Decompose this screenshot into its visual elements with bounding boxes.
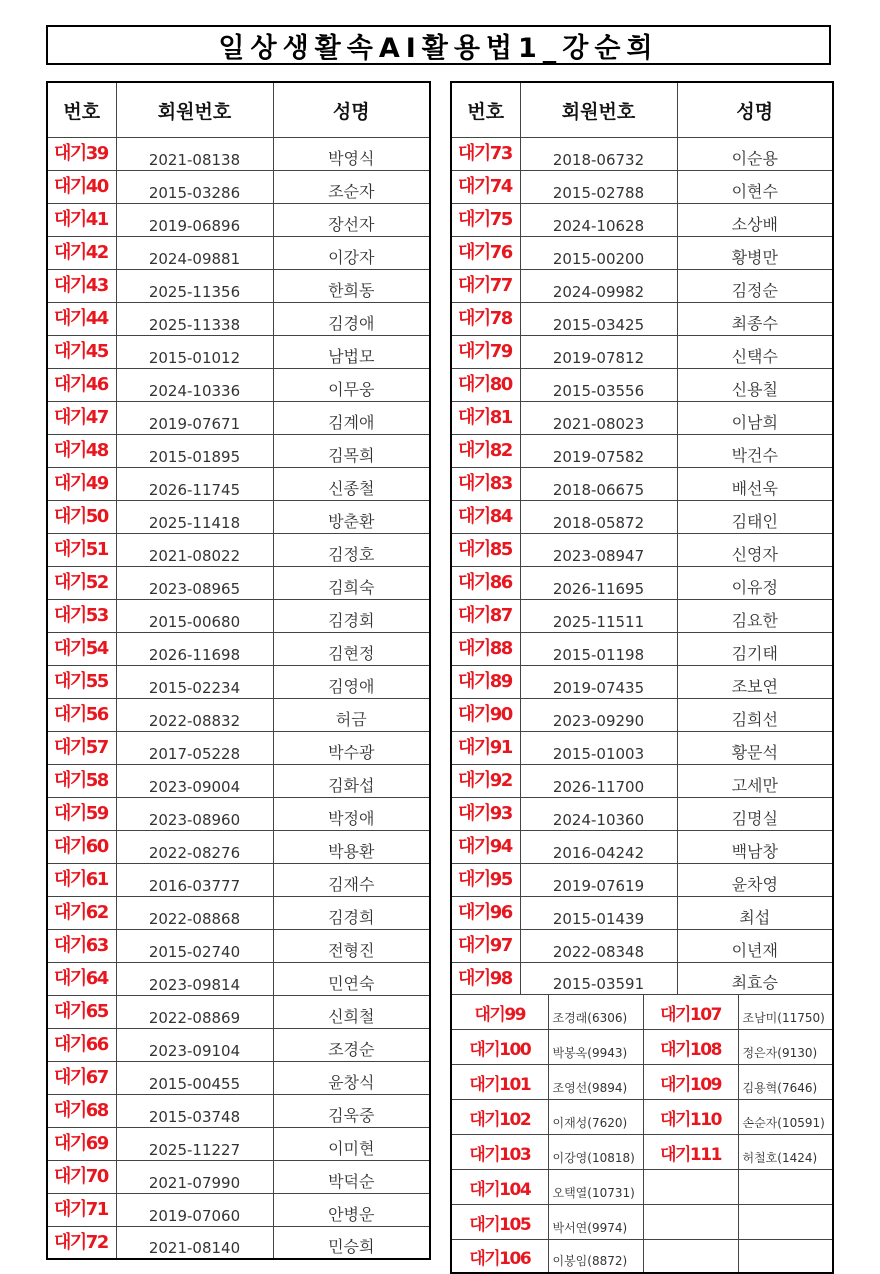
table-row: [451, 732, 833, 765]
waitlist-number: 대기108: [643, 1030, 738, 1065]
table-row: [47, 798, 430, 831]
member-name-id: 김용혁(7646): [738, 1065, 833, 1100]
table-row: [451, 501, 833, 534]
header-member-id: 회원번호: [520, 82, 677, 138]
compact-waitlist-table: [452, 995, 833, 1272]
waitlist-number: 대기91: [451, 732, 520, 765]
waitlist-number: 대기111: [643, 1135, 738, 1170]
table-row: [451, 303, 833, 336]
table-row: [451, 666, 833, 699]
waitlist-number: 대기73: [451, 138, 520, 171]
member-id: 2024-10628: [520, 204, 677, 237]
waitlist-number: 대기70: [47, 1161, 116, 1194]
table-row: [47, 633, 430, 666]
member-name: 최섭: [677, 897, 833, 930]
member-id: 2024-09881: [116, 237, 273, 270]
table-row: [47, 237, 430, 270]
waitlist-number: [643, 1240, 738, 1273]
member-name: 김정순: [677, 270, 833, 303]
member-id: 2015-01895: [116, 435, 273, 468]
waitlist-number: 대기76: [451, 237, 520, 270]
member-name: 김욱중: [273, 1095, 430, 1128]
waitlist-number: 대기68: [47, 1095, 116, 1128]
member-name: 박용환: [273, 831, 430, 864]
member-id: 2019-07582: [520, 435, 677, 468]
member-id: 2015-00200: [520, 237, 677, 270]
waitlist-number: 대기74: [451, 171, 520, 204]
member-name-id: 박봉옥(9943): [548, 1030, 643, 1065]
compact-row: [452, 1030, 833, 1065]
member-name: 한희동: [273, 270, 430, 303]
member-name: 이강자: [273, 237, 430, 270]
member-name-id: 허철호(1424): [738, 1135, 833, 1170]
table-row: [451, 567, 833, 600]
member-id: 2018-06732: [520, 138, 677, 171]
waitlist-number: 대기60: [47, 831, 116, 864]
waitlist-number: 대기84: [451, 501, 520, 534]
waitlist-number: 대기56: [47, 699, 116, 732]
waitlist-number: 대기83: [451, 468, 520, 501]
table-row: [47, 204, 430, 237]
table-row: [47, 270, 430, 303]
waitlist-number: 대기89: [451, 666, 520, 699]
member-name: 조경순: [273, 1029, 430, 1062]
member-name-id: [738, 1240, 833, 1273]
table-row: [47, 435, 430, 468]
member-name: 남법모: [273, 336, 430, 369]
member-name: 조순자: [273, 171, 430, 204]
member-name-id: 오택열(10731): [548, 1170, 643, 1205]
table-row: [47, 1062, 430, 1095]
member-name: 고세만: [677, 765, 833, 798]
member-name: 김재수: [273, 864, 430, 897]
waitlist-number: 대기50: [47, 501, 116, 534]
member-id: 2025-11338: [116, 303, 273, 336]
table-row: [451, 831, 833, 864]
waitlist-number: 대기69: [47, 1128, 116, 1161]
member-id: 2019-07812: [520, 336, 677, 369]
member-id: 2021-08022: [116, 534, 273, 567]
member-id: 2022-08276: [116, 831, 273, 864]
waitlist-number: 대기92: [451, 765, 520, 798]
member-name: 박덕순: [273, 1161, 430, 1194]
member-id: 2015-03425: [520, 303, 677, 336]
waitlist-number: 대기81: [451, 402, 520, 435]
waitlist-number: 대기86: [451, 567, 520, 600]
waitlist-number: 대기87: [451, 600, 520, 633]
member-id: 2022-08832: [116, 699, 273, 732]
member-name: 신종철: [273, 468, 430, 501]
table-row: [47, 138, 430, 171]
member-name: 김화섭: [273, 765, 430, 798]
member-name: 허금: [273, 699, 430, 732]
member-id: 2015-03286: [116, 171, 273, 204]
member-id: 2026-11745: [116, 468, 273, 501]
waitlist-number: 대기99: [452, 995, 548, 1030]
waitlist-number: 대기54: [47, 633, 116, 666]
waitlist-number: [643, 1170, 738, 1205]
compact-row: [452, 1135, 833, 1170]
member-name: 소상배: [677, 204, 833, 237]
member-id: 2015-01439: [520, 897, 677, 930]
compact-row: [452, 995, 833, 1030]
table-row: [47, 303, 430, 336]
member-id: 2026-11698: [116, 633, 273, 666]
member-name: 신희철: [273, 996, 430, 1029]
waitlist-number: 대기102: [452, 1100, 548, 1135]
member-name: 이현수: [677, 171, 833, 204]
waitlist-number: 대기52: [47, 567, 116, 600]
member-name-id: 정은자(9130): [738, 1030, 833, 1065]
member-name: 신용칠: [677, 369, 833, 402]
member-id: 2015-01012: [116, 336, 273, 369]
waitlist-number: 대기65: [47, 996, 116, 1029]
member-name: 장선자: [273, 204, 430, 237]
table-row: [47, 732, 430, 765]
member-name: 신택수: [677, 336, 833, 369]
member-name: 김태인: [677, 501, 833, 534]
header-name: 성명: [677, 82, 833, 138]
member-name: 김희숙: [273, 567, 430, 600]
member-id: 2023-09814: [116, 963, 273, 996]
compact-row: [452, 1205, 833, 1240]
waitlist-number: 대기101: [452, 1065, 548, 1100]
compact-row: [452, 1170, 833, 1205]
waitlist-number: 대기97: [451, 930, 520, 963]
compact-row: [452, 1100, 833, 1135]
waitlist-number: 대기94: [451, 831, 520, 864]
member-name: 민연숙: [273, 963, 430, 996]
table-row: [47, 666, 430, 699]
table-row: [47, 468, 430, 501]
table-row: [451, 270, 833, 303]
member-id: 2021-07990: [116, 1161, 273, 1194]
member-name: 배선욱: [677, 468, 833, 501]
member-id: 2015-02234: [116, 666, 273, 699]
table-row: [47, 699, 430, 732]
table-row: [47, 1194, 430, 1227]
member-id: 2026-11695: [520, 567, 677, 600]
table-row: [451, 468, 833, 501]
member-id: 2025-11227: [116, 1128, 273, 1161]
table-row: [451, 138, 833, 171]
table-row: [47, 831, 430, 864]
table-row: [47, 765, 430, 798]
waitlist-number: [643, 1205, 738, 1240]
member-name: 이유정: [677, 567, 833, 600]
table-row: [451, 633, 833, 666]
compact-waitlist-block: [451, 995, 833, 1274]
table-row: [451, 864, 833, 897]
member-name-id: 조영선(9894): [548, 1065, 643, 1100]
member-id: 2016-03777: [116, 864, 273, 897]
member-id: 2019-07060: [116, 1194, 273, 1227]
member-name: 이순용: [677, 138, 833, 171]
member-id: 2015-01198: [520, 633, 677, 666]
waitlist-number: 대기85: [451, 534, 520, 567]
waitlist-number: 대기96: [451, 897, 520, 930]
table-row: [47, 1128, 430, 1161]
waitlist-number: 대기44: [47, 303, 116, 336]
table-row: [451, 402, 833, 435]
member-name-id: 이재성(7620): [548, 1100, 643, 1135]
table-row: [451, 798, 833, 831]
member-name: 이년재: [677, 930, 833, 963]
table-row: [47, 402, 430, 435]
waitlist-number: 대기78: [451, 303, 520, 336]
member-id: 2019-07671: [116, 402, 273, 435]
member-name: 김경애: [273, 303, 430, 336]
member-id: 2024-09982: [520, 270, 677, 303]
waitlist-number: 대기49: [47, 468, 116, 501]
member-name: 최효승: [677, 963, 833, 995]
member-id: 2015-02740: [116, 930, 273, 963]
waitlist-number: 대기67: [47, 1062, 116, 1095]
member-name: 김요한: [677, 600, 833, 633]
member-name: 신영자: [677, 534, 833, 567]
waitlist-number: 대기110: [643, 1100, 738, 1135]
member-name: 김현정: [273, 633, 430, 666]
member-id: 2025-11511: [520, 600, 677, 633]
member-name: 김계애: [273, 402, 430, 435]
member-id: 2026-11700: [520, 765, 677, 798]
member-name: 윤차영: [677, 864, 833, 897]
page-title: 일상생활속AI활용법1_강순희: [46, 25, 831, 65]
header-no: 번호: [451, 82, 520, 138]
member-id: 2021-08138: [116, 138, 273, 171]
member-id: 2023-09290: [520, 699, 677, 732]
table-row: [451, 369, 833, 402]
waitlist-number: 대기75: [451, 204, 520, 237]
waitlist-number: 대기43: [47, 270, 116, 303]
member-id: 2022-08868: [116, 897, 273, 930]
member-id: 2016-04242: [520, 831, 677, 864]
waitlist-number: 대기90: [451, 699, 520, 732]
waitlist-number: 대기107: [643, 995, 738, 1030]
waitlist-number: 대기41: [47, 204, 116, 237]
waitlist-number: 대기103: [452, 1135, 548, 1170]
member-id: 2015-03748: [116, 1095, 273, 1128]
member-id: 2023-08947: [520, 534, 677, 567]
member-id: 2023-09004: [116, 765, 273, 798]
member-name: 조보연: [677, 666, 833, 699]
waitlist-number: 대기45: [47, 336, 116, 369]
table-row: [47, 534, 430, 567]
waitlist-number: 대기58: [47, 765, 116, 798]
waitlist-number: 대기105: [452, 1205, 548, 1240]
member-name-id: 조남미(11750): [738, 995, 833, 1030]
member-name: 박수광: [273, 732, 430, 765]
table-row: [47, 897, 430, 930]
waitlist-number: 대기106: [452, 1240, 548, 1273]
table-row: [451, 336, 833, 369]
waitlist-table-right: [450, 81, 834, 1274]
member-id: 2017-05228: [116, 732, 273, 765]
table-row: [451, 600, 833, 633]
table-row: [451, 963, 833, 995]
member-name-id: 박서연(9974): [548, 1205, 643, 1240]
waitlist-number: 대기63: [47, 930, 116, 963]
waitlist-number: 대기98: [451, 963, 520, 995]
table-row: [451, 435, 833, 468]
member-name-id: [738, 1205, 833, 1240]
table-row: [451, 897, 833, 930]
member-name-id: 이강영(10818): [548, 1135, 643, 1170]
member-name: 황병만: [677, 237, 833, 270]
member-name: 박건수: [677, 435, 833, 468]
member-name-id: [738, 1170, 833, 1205]
member-name-id: 이봉임(8872): [548, 1240, 643, 1273]
member-name: 윤창식: [273, 1062, 430, 1095]
table-row: [451, 171, 833, 204]
member-name: 김목희: [273, 435, 430, 468]
waitlist-number: 대기95: [451, 864, 520, 897]
waitlist-number: 대기59: [47, 798, 116, 831]
member-name: 박영식: [273, 138, 430, 171]
waitlist-number: 대기100: [452, 1030, 548, 1065]
member-name: 이남희: [677, 402, 833, 435]
waitlist-number: 대기80: [451, 369, 520, 402]
waitlist-number: 대기79: [451, 336, 520, 369]
waitlist-number: 대기42: [47, 237, 116, 270]
member-name: 김기태: [677, 633, 833, 666]
member-id: 2015-02788: [520, 171, 677, 204]
table-row: [451, 930, 833, 963]
waitlist-number: 대기66: [47, 1029, 116, 1062]
waitlist-number: 대기40: [47, 171, 116, 204]
member-id: 2019-06896: [116, 204, 273, 237]
member-name: 이미현: [273, 1128, 430, 1161]
member-id: 2024-10336: [116, 369, 273, 402]
waitlist-number: 대기77: [451, 270, 520, 303]
waitlist-number: 대기39: [47, 138, 116, 171]
member-name: 김희선: [677, 699, 833, 732]
waitlist-number: 대기53: [47, 600, 116, 633]
compact-row: [452, 1240, 833, 1273]
waitlist-number: 대기55: [47, 666, 116, 699]
table-row: [47, 336, 430, 369]
table-row: [451, 237, 833, 270]
table-row: [451, 765, 833, 798]
table-row: [47, 501, 430, 534]
waitlist-number: 대기46: [47, 369, 116, 402]
waitlist-number: 대기109: [643, 1065, 738, 1100]
table-row: [47, 1029, 430, 1062]
table-header-row: [47, 82, 430, 138]
member-name: 김경희: [273, 897, 430, 930]
member-id: 2021-08023: [520, 402, 677, 435]
table-row: [47, 963, 430, 996]
table-row: [47, 1161, 430, 1194]
member-name: 김경회: [273, 600, 430, 633]
member-name: 백남창: [677, 831, 833, 864]
member-id: 2018-05872: [520, 501, 677, 534]
table-row: [47, 1095, 430, 1128]
waitlist-number: 대기57: [47, 732, 116, 765]
table-row: [47, 600, 430, 633]
waitlist-number: 대기48: [47, 435, 116, 468]
table-row: [47, 567, 430, 600]
member-name: 김정호: [273, 534, 430, 567]
member-id: 2022-08348: [520, 930, 677, 963]
waitlist-number: 대기51: [47, 534, 116, 567]
member-name: 이무웅: [273, 369, 430, 402]
header-name: 성명: [273, 82, 430, 138]
member-id: 2021-08140: [116, 1227, 273, 1260]
header-member-id: 회원번호: [116, 82, 273, 138]
table-row: [47, 1227, 430, 1260]
member-name: 황문석: [677, 732, 833, 765]
member-id: 2025-11356: [116, 270, 273, 303]
member-id: 2015-01003: [520, 732, 677, 765]
member-id: 2019-07435: [520, 666, 677, 699]
member-id: 2023-08960: [116, 798, 273, 831]
header-no: 번호: [47, 82, 116, 138]
table-header-row: [451, 82, 833, 138]
member-name: 안병운: [273, 1194, 430, 1227]
member-id: 2024-10360: [520, 798, 677, 831]
table-row: [47, 369, 430, 402]
member-id: 2018-06675: [520, 468, 677, 501]
member-id: 2019-07619: [520, 864, 677, 897]
member-name: 최종수: [677, 303, 833, 336]
member-id: 2023-09104: [116, 1029, 273, 1062]
table-row: [451, 534, 833, 567]
member-id: 2015-00680: [116, 600, 273, 633]
table-row: [451, 204, 833, 237]
waitlist-number: 대기62: [47, 897, 116, 930]
table-row: [451, 699, 833, 732]
waitlist-number: 대기47: [47, 402, 116, 435]
member-name-id: 손순자(10591): [738, 1100, 833, 1135]
member-id: 2022-08869: [116, 996, 273, 1029]
compact-row: [452, 1065, 833, 1100]
waitlist-number: 대기61: [47, 864, 116, 897]
waitlist-number: 대기82: [451, 435, 520, 468]
member-id: 2015-03591: [520, 963, 677, 995]
waitlist-table-left: [46, 81, 431, 1260]
member-name: 민승희: [273, 1227, 430, 1260]
member-id: 2015-03556: [520, 369, 677, 402]
member-name: 전형진: [273, 930, 430, 963]
waitlist-number: 대기64: [47, 963, 116, 996]
waitlist-number: 대기93: [451, 798, 520, 831]
waitlist-number: 대기104: [452, 1170, 548, 1205]
table-row: [47, 171, 430, 204]
member-name: 김명실: [677, 798, 833, 831]
member-name-id: 조경래(6306): [548, 995, 643, 1030]
member-id: 2015-00455: [116, 1062, 273, 1095]
member-name: 방춘환: [273, 501, 430, 534]
waitlist-number: 대기71: [47, 1194, 116, 1227]
member-id: 2023-08965: [116, 567, 273, 600]
waitlist-number: 대기72: [47, 1227, 116, 1260]
member-name: 김영애: [273, 666, 430, 699]
member-name: 박정애: [273, 798, 430, 831]
table-row: [47, 864, 430, 897]
table-row: [47, 996, 430, 1029]
table-row: [47, 930, 430, 963]
waitlist-number: 대기88: [451, 633, 520, 666]
member-id: 2025-11418: [116, 501, 273, 534]
